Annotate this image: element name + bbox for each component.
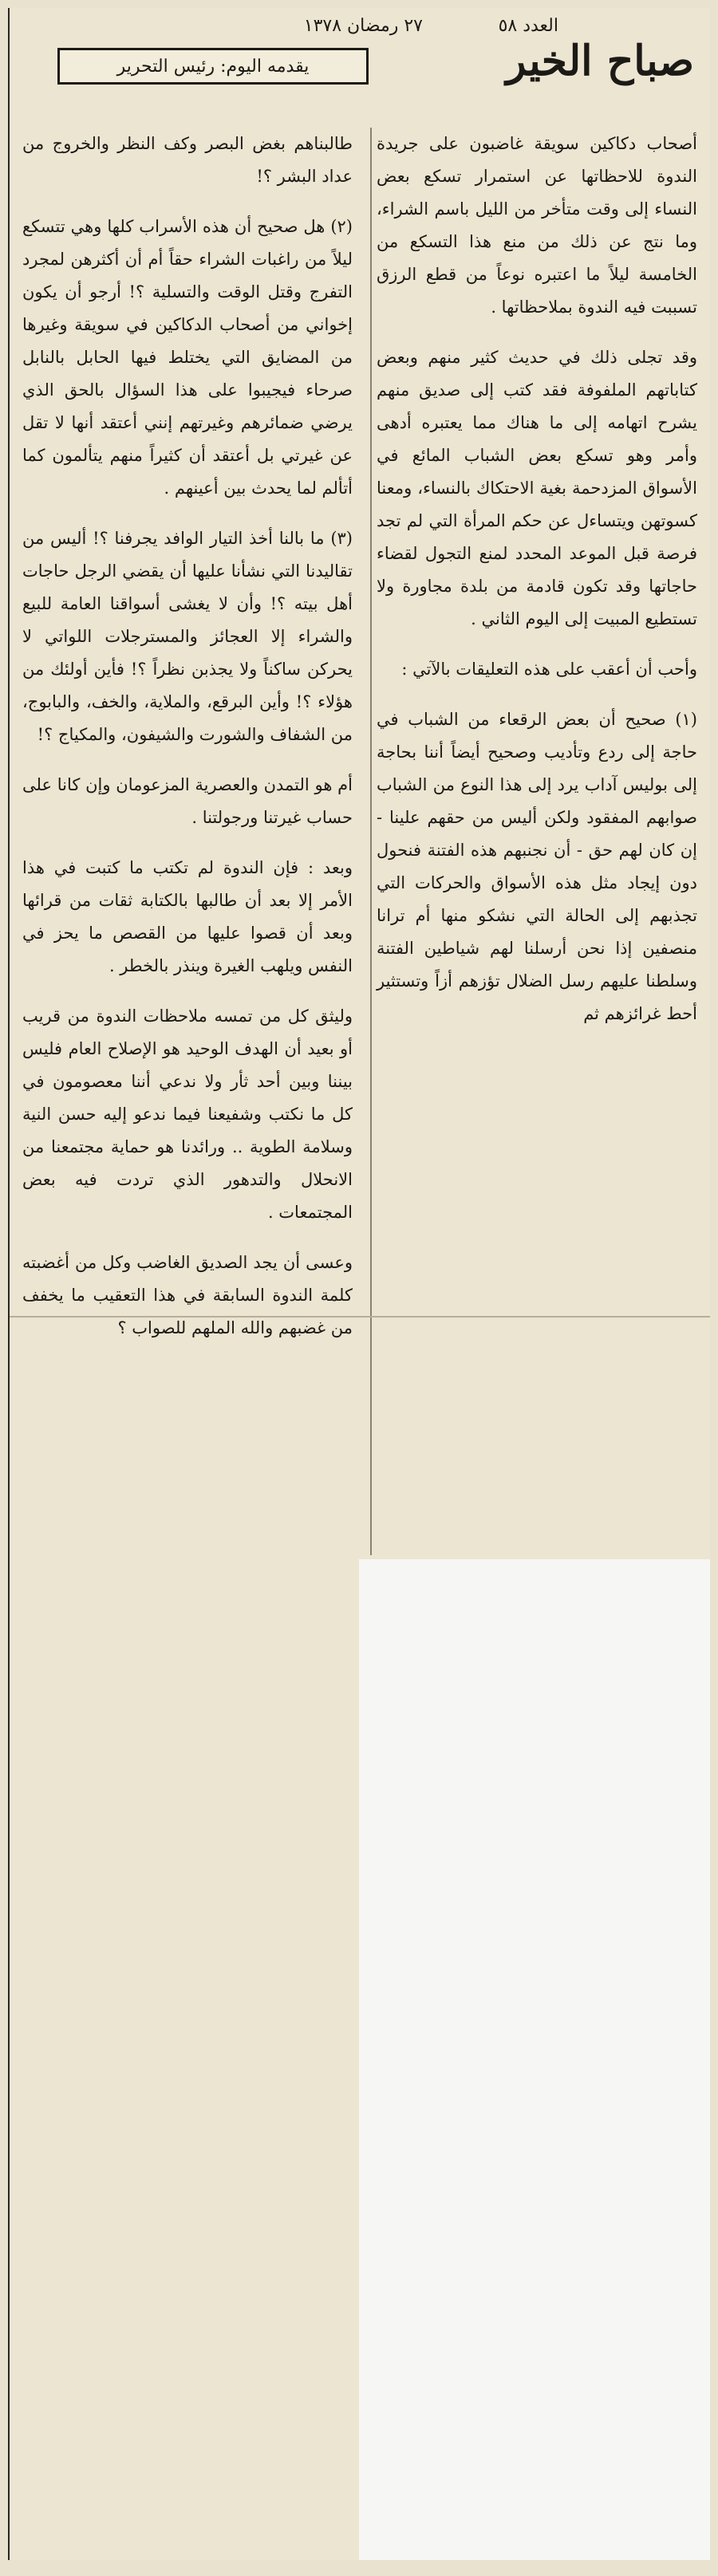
paragraph: (٣) ما بالنا أخذ التيار الوافد يجرفنا ؟! أليس من تقاليدنا التي نشأنا عليها أن يقضي الرجل حاجات أهل بيته ؟! وأن لا يغشى أسواقنا العامة للبيع والشراء إلا العجائز والمسترجلات اللواتي لا يحركن ساكناً ولا يجذبن نظراً ؟! فأين أولئك من هؤلاء ؟! وأين البرقع، والملاية، والخف، والبابوج، من الشفاف والشورت والشيفون، والمكياج ؟! xyxy=(22,529,353,744)
right-text-column xyxy=(369,128,710,1048)
column-title: صباح الخير xyxy=(506,37,694,85)
paragraph: وليثق كل من تمسه ملاحظات الندوة من قريب أو بعيد أن الهدف الوحيد هو الإصلاح العام فليس بيننا وبين أحد ثأر ولا ندعي أننا معصومون في كل ما نكتب وشفيعنا فيما ندعو إليه حسن النية وسلامة الطوية .. ورائدنا هو حماية مجتمعنا من الانحلال والتدهور الذي تردت فيه بعض المجتمعات . xyxy=(22,1006,353,1222)
paragraph: وقد تجلى ذلك في حديث كثير منهم وبعض كتاباتهم الملفوفة فقد كتب إلى صديق منهم يشرح اتهامه إلى ما هناك مما يعتبره أدهى وأمر وهو تسكع بعض الشباب المائع في الأسواق المزدحمة بغية الاحتكاك بالنساء، ومعنا كسوتهن ويتساءل عن حكم المرأة التي لم تجد فرصة قبل الموعد المحدد لمنع التجول لقضاء حاجاتها وقد تكون قادمة من بلدة مجاورة ولا تستطيع المبيت إلى اليوم الثاني . xyxy=(377,348,697,628)
paragraph: وبعد : فإن الندوة لم تكتب ما كتبت في هذا الأمر إلا بعد أن طالبها بالكتابة ثقات من قرائها وبعد أن قصوا عليها من القصص ما يحز في النفس ويلهب الغيرة وينذر بالخطر . xyxy=(22,858,353,975)
issue-date: ٢٧ رمضان ١٣٧٨ xyxy=(303,16,423,36)
paragraph: وأحب أن أعقب على هذه التعليقات بالآتي : xyxy=(401,660,697,679)
paragraph: وعسى أن يجد الصديق الغاضب وكل من أغضبته كلمة الندوة السابقة في هذا التعقيب ما يخفف من غضبهم والله الملهم للصواب ؟ xyxy=(22,1253,353,1337)
paper-fold-line xyxy=(10,1316,710,1318)
blank-clipping-area xyxy=(359,1559,710,2560)
byline-box: يقدمه اليوم: رئيس التحرير xyxy=(57,48,369,85)
issue-number: العدد ٥٨ xyxy=(498,16,558,36)
paragraph: أم هو التمدن والعصرية المزعومان وإن كانا على حساب غيرتنا ورجولتنا . xyxy=(22,775,353,827)
paragraph: (٢) هل صحيح أن هذه الأسراب كلها وهي تتسكع ليلاً من راغبات الشراء حقاً أم أن أكثرهن لمجرد التفرج وقتل الوقت والتسلية ؟! أرجو أن يكون إخواني من أصحاب الدكاكين في سويقة وغيرها من المضايق التي يختلط فيها الحابل بالنابل صرحاء فيجيبوا على هذا السؤال بالحق الذي يرضي ضمائرهم وغيرتهم إنني أعتقد أنها لا تقل عن غيرتي بل أعتقد أن كثيراً منهم يتألمون كما أتألم لما يحدث بين أعينهم . xyxy=(22,217,353,498)
column-divider xyxy=(370,128,372,1555)
left-text-column xyxy=(10,128,361,1362)
column-header xyxy=(10,13,710,85)
paragraph: طالبناهم بغض البصر وكف النظر والخروج من عداد البشر ؟! xyxy=(22,134,353,186)
newspaper-clipping xyxy=(8,8,710,2560)
paragraph: (١) صحيح أن بعض الرقعاء من الشباب في حاجة إلى ردع وتأديب وصحيح أيضاً أننا بحاجة إلى بوليس آداب يرد إلى هذا النوع من الشباب صوابهم المفقود ولكن أليس من حقهم علينا - إن كان لهم حق - أن نجنبهم هذه الفتنة فنحول دون إيجاد مثل هذه الأسواق والحركات التي تجذبهم إلى الحالة التي نشكو منها أم ترانا منصفين إذا نحن أرسلنا لهم شياطين الفتنة وسلطنا عليهم رسل الضلال تؤزهم أزاً وتستثير أحط غرائزهم ثم xyxy=(377,710,697,1023)
paragraph: أصحاب دكاكين سويقة غاضبون على جريدة الندوة للاحظاتها عن استمرار تسكع بعض النساء إلى وقت متأخر من الليل باسم الشراء، وما نتج عن ذلك من منع هذا التسكع من الخامسة ليلاً ما اعتبره نوعاً من قطع الرزق تسببت فيه الندوة بملاحظاتها . xyxy=(377,134,697,317)
